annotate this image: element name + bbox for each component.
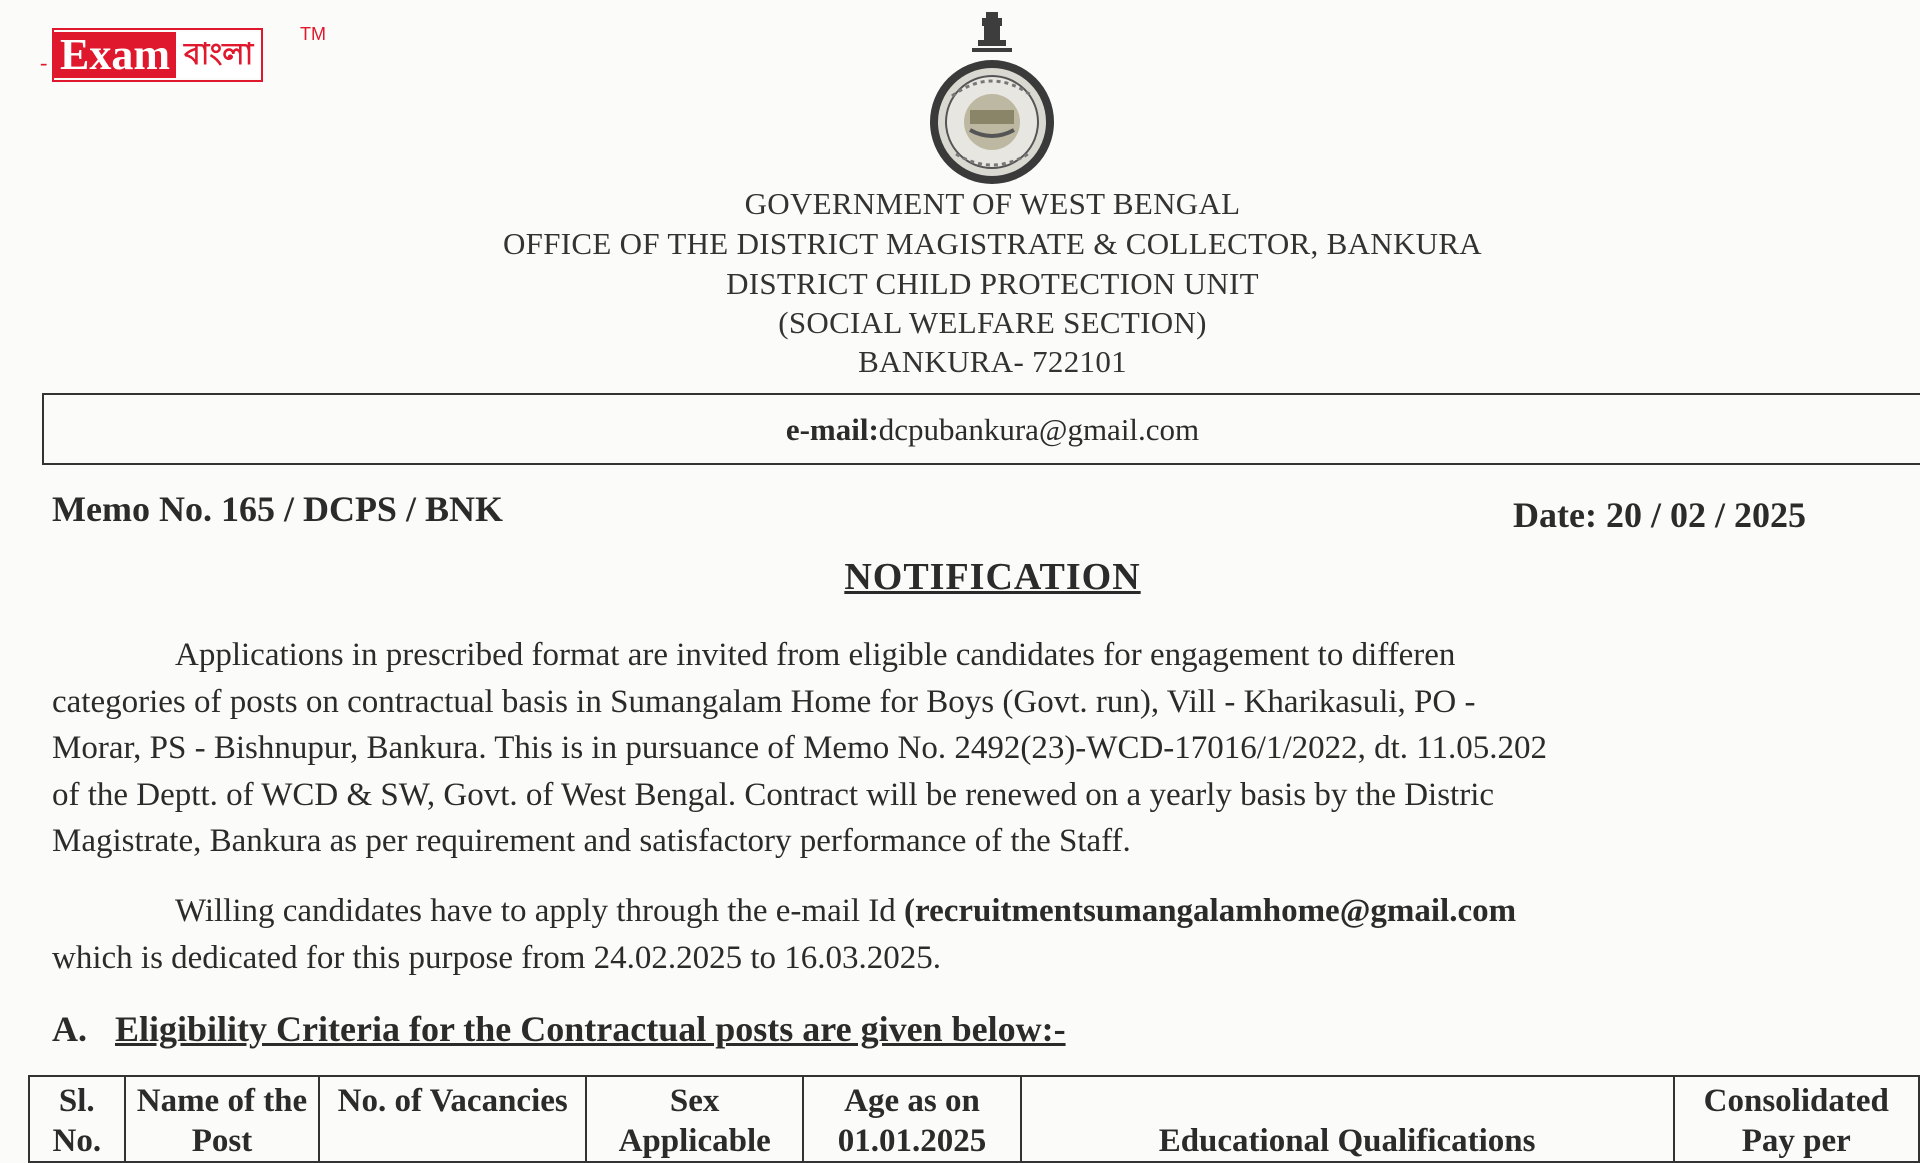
table-header-cell: No. of Vacancies — [319, 1076, 586, 1162]
logo-dash: - — [40, 50, 48, 75]
memo-date: Date: 20 / 02 / 2025 — [1513, 495, 1806, 535]
table-header-cell: Sex Applicable — [586, 1076, 803, 1162]
logo-text-english: Exam — [54, 32, 176, 78]
notification-title: NOTIFICATION — [844, 556, 1141, 598]
table-header-row — [29, 1076, 1919, 1162]
eligibility-table — [28, 1075, 1920, 1163]
trademark-mark: TM — [300, 24, 326, 44]
recruitment-email: (recruitmentsumangalamhome@gmail.com — [904, 893, 1517, 929]
logo-text-bengali: বাংলা — [176, 32, 261, 78]
intro-line-2: categories of posts on contractual basis in Sumangalam Home for Boys (Govt. run), Vill - Kharikasuli, PO - — [52, 683, 1476, 720]
section-title: Eligibility Criteria for the Contractual posts are given below:- — [115, 1009, 1066, 1049]
intro-line-1: Applications in prescribed format are invited from eligible candidates for engagement to differen — [175, 637, 1456, 673]
header-address: BANKURA- 722101 — [858, 344, 1127, 379]
header-unit: DISTRICT CHILD PROTECTION UNIT — [726, 266, 1259, 301]
memo-number: Memo No. 165 / DCPS / BNK — [52, 489, 503, 529]
apply-line-1 — [52, 888, 1920, 935]
intro-line-4: of the Deptt. of WCD & SW, Govt. of West Bengal. Contract will be renewed on a yearly basis by the Distric — [52, 776, 1495, 813]
table-header-cell: Educational Qualifications — [1021, 1076, 1674, 1162]
table-header-cell: Sl. No. — [29, 1076, 125, 1162]
table-header-cell: Name of the Post — [125, 1076, 320, 1162]
intro-line-5: Magistrate, Bankura as per requirement and satisfactory performance of the Staff. — [52, 823, 1131, 859]
header-government: GOVERNMENT OF WEST BENGAL — [744, 186, 1241, 221]
header-section: (SOCIAL WELFARE SECTION) — [778, 305, 1207, 340]
table-header-cell: Consolidated Pay per — [1674, 1076, 1919, 1162]
apply-line-2: which is dedicated for this purpose from 24.02.2025 to 16.03.2025. — [52, 939, 942, 976]
apply-text: Willing candidates have to apply through the e-mail Id — [175, 893, 905, 929]
exambangla-logo — [52, 28, 263, 82]
west-bengal-emblem-icon — [912, 4, 1072, 190]
section-a-heading — [52, 1008, 1066, 1050]
apply-paragraph — [52, 888, 1920, 981]
intro-paragraph — [52, 632, 1920, 865]
header-office: OFFICE OF THE DISTRICT MAGISTRATE & COLLECTOR, BANKURA — [502, 226, 1482, 261]
intro-line-3: Morar, PS - Bishnupur, Bankura. This is in pursuance of Memo No. 2492(23)-WCD-17016/1/2022, dt. 11.05.202 — [52, 730, 1548, 766]
office-email — [0, 412, 1920, 448]
section-marker: A. — [52, 1009, 87, 1049]
email-address: dcpubankura@gmail.com — [878, 412, 1200, 447]
email-label: e-mail: — [785, 412, 879, 447]
table-header-cell: Age as on 01.01.2025 — [803, 1076, 1020, 1162]
